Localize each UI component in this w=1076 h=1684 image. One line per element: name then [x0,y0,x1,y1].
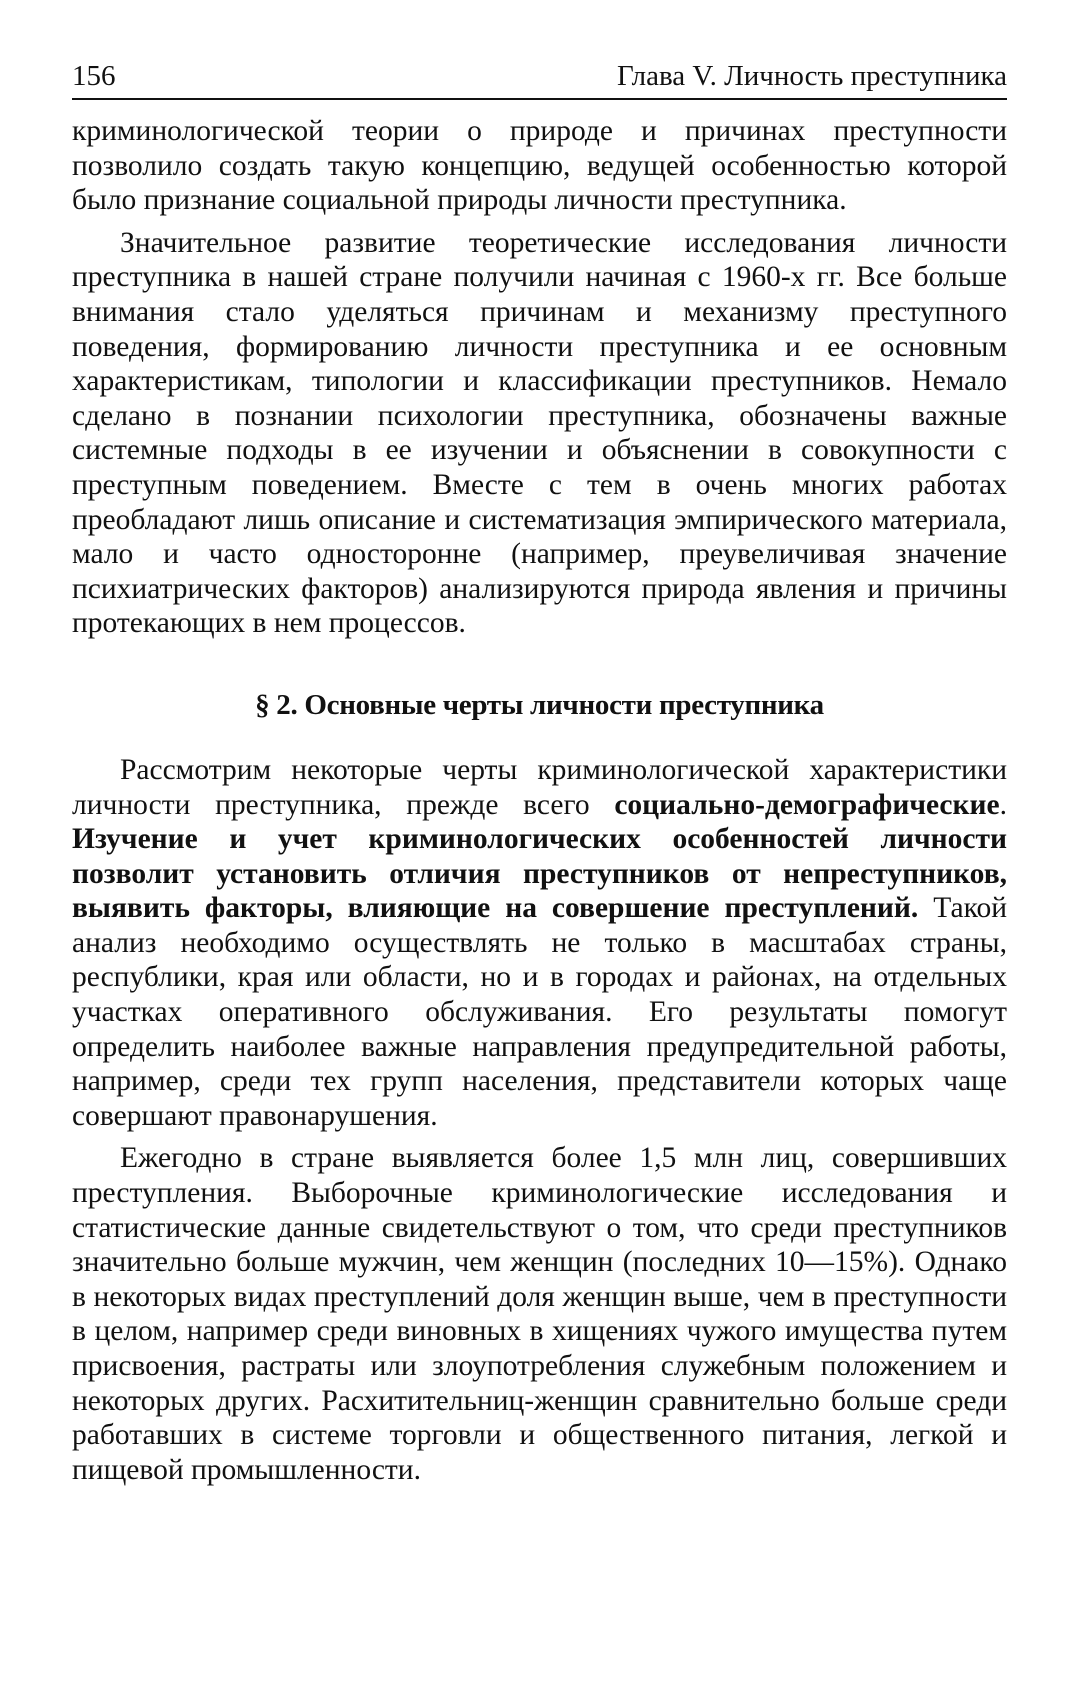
paragraph-theory-development: Значительное развитие теоретические исследования личности преступника в нашей стране получили начиная с 1960-х гг. Все больше внимания стало уделяться причинам и механизму преступного поведения, формированию личности преступника и ее основным характеристикам, типологии и классификации преступников. Немало сделано в познании психологии преступника, обозначены важные системные подходы в ее изучении и объяснении в совокупности с преступным поведением. Вместе с тем в очень многих работах преобладают лишь описание и систематизация эмпирического материала, мало и часто односторонне (например, преувеличивая значение психиатрических факторов) анализируются природа явления и причины протекающих в нем процессов. [72,226,1007,640]
paragraph-text: . [999,788,1007,821]
paragraph-text: Такой анализ необходимо осуществлять не только в масштабах страны, республики, края или области, но и в городах и районах, на отдельных участках оперативного обслуживания. Его результаты помогут определить наиболее важные направления предупредительной работы, например, среди тех групп населения, представители которых чаще совершают правонарушения. [72,892,1007,1132]
running-head [72,58,1007,100]
emphasized-text: Изучение и учет криминологических особенностей личности позволит установить отличия преступников от непреступников, выявить факторы, влияющие на совершение преступлений. [72,823,1007,925]
section-heading: § 2. Основные черты личности преступника [255,688,824,721]
paragraph-text: Рассмотрим некоторые черты криминологической характеристики личности преступника, прежде всего [72,753,1007,821]
emphasized-text: социально-демографические [614,788,1000,821]
page-body [72,114,1007,1487]
paragraph-statistics: Ежегодно в стране выявляется более 1,5 млн лиц, совершивших преступления. Выборочные криминологические исследования и статистические данные свидетельствуют о том, что среди преступников значительно больше мужчин, чем женщин (последних 10—15%). Однако в некоторых видах преступлений доля женщин выше, чем в преступности в целом, например среди виновных в хищениях чужого имущества путем присвоения, растраты или злоупотребления служебным положением и некоторых других. Расхитительниц-женщин сравнительно больше среди работавших в системе торговли и общественного питания, легкой и пищевой промышленности. [72,1142,1007,1486]
paragraph-characteristics [72,753,1007,1134]
page-number: 156 [72,60,116,92]
paragraph-continuation: криминологической теории о природе и причинах преступности позволило создать такую концепцию, ведущей особенностью которой было признание социальной природы личности преступника. [72,115,1007,217]
chapter-title: Глава V. Личность преступника [617,60,1007,92]
book-page [72,58,1007,1487]
